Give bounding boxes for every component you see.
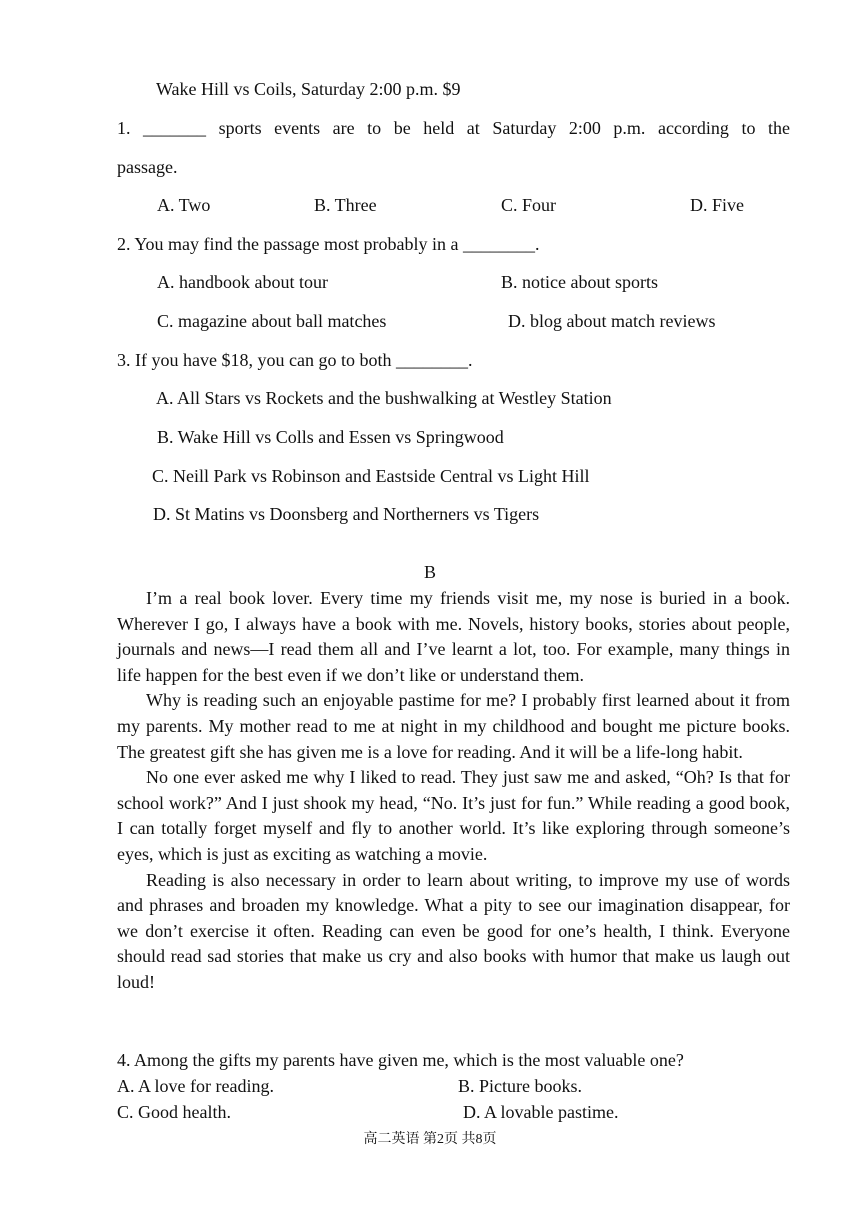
schedule-line: Wake Hill vs Coils, Saturday 2:00 p.m. $9 (156, 79, 461, 99)
question-4-option-c: C. Good health. (117, 1102, 231, 1122)
question-1-option-d: D. Five (690, 195, 744, 215)
question-3-option-d: D. St Matins vs Doonsberg and Northerners vs Tigers (153, 504, 540, 524)
question-3-option-b: B. Wake Hill vs Colls and Essen vs Springwood (157, 427, 504, 447)
passage-paragraph-2: Why is reading such an enjoyable pastime for me? I probably first learned about it from my parents. My mother read to me at night in my childhood and bought me picture books. The greatest gift she has given me is a love for reading. And it will be a life-long habit. (117, 690, 790, 762)
question-2-option-a: A. handbook about tour (157, 272, 328, 292)
question-3-stem: 3. If you have $18, you can go to both ________. (117, 350, 473, 370)
question-2-option-d: D. blog about match reviews (508, 311, 716, 331)
question-4-option-a: A. A love for reading. (117, 1076, 274, 1096)
question-1-stem-continued: passage. (117, 157, 178, 177)
question-1-option-b: B. Three (314, 195, 377, 215)
question-4-stem: 4. Among the gifts my parents have given me, which is the most valuable one? (117, 1050, 684, 1070)
question-2-stem: 2. You may find the passage most probably in a ________. (117, 234, 540, 254)
question-4-option-b: B. Picture books. (458, 1076, 582, 1096)
question-1-stem: 1. _______ sports events are to be held at Saturday 2:00 p.m. according to the (117, 118, 790, 138)
question-3-option-a: A. All Stars vs Rockets and the bushwalking at Westley Station (156, 388, 612, 408)
question-1-option-c: C. Four (501, 195, 557, 215)
question-3-option-c: C. Neill Park vs Robinson and Eastside Central vs Light Hill (152, 466, 590, 486)
question-4-option-d: D. A lovable pastime. (463, 1102, 619, 1122)
passage-paragraph-1: I’m a real book lover. Every time my friends visit me, my nose is buried in a book. Wherever I go, I always have a book with me. Novels, history books, stories about people, journals and news—I read them all and I’ve learnt a lot, too. For example, many things in life happen for the best even if we don’t like or understand them. (117, 588, 790, 685)
page-footer: 高二英语 第2页 共8页 (363, 1132, 497, 1147)
question-2-option-c: C. magazine about ball matches (157, 311, 387, 331)
section-b-heading: B (423, 562, 436, 582)
passage-paragraph-4: Reading is also necessary in order to learn about writing, to improve my use of words and phrases and broaden my knowledge. What a pity to see our imagination disappear, for we don’t exercise it often. Reading can even be good for one’s health, I think. Everyone should read sad stories that make us cry and also books with humor that make us laugh out loud! (117, 869, 790, 992)
question-1-option-a: A. Two (157, 195, 211, 215)
passage-paragraph-3: No one ever asked me why I liked to read. They just saw me and asked, “Oh? Is that for school work?” And I just shook my head, “No. It’s just for fun.” While reading a good book, I can totally forget myself and fly to another world. It’s like exploring through someone’s eyes, which is just as exciting as watching a movie. (117, 767, 790, 864)
section-b-passage (117, 586, 790, 996)
question-2-option-b: B. notice about sports (501, 272, 658, 292)
